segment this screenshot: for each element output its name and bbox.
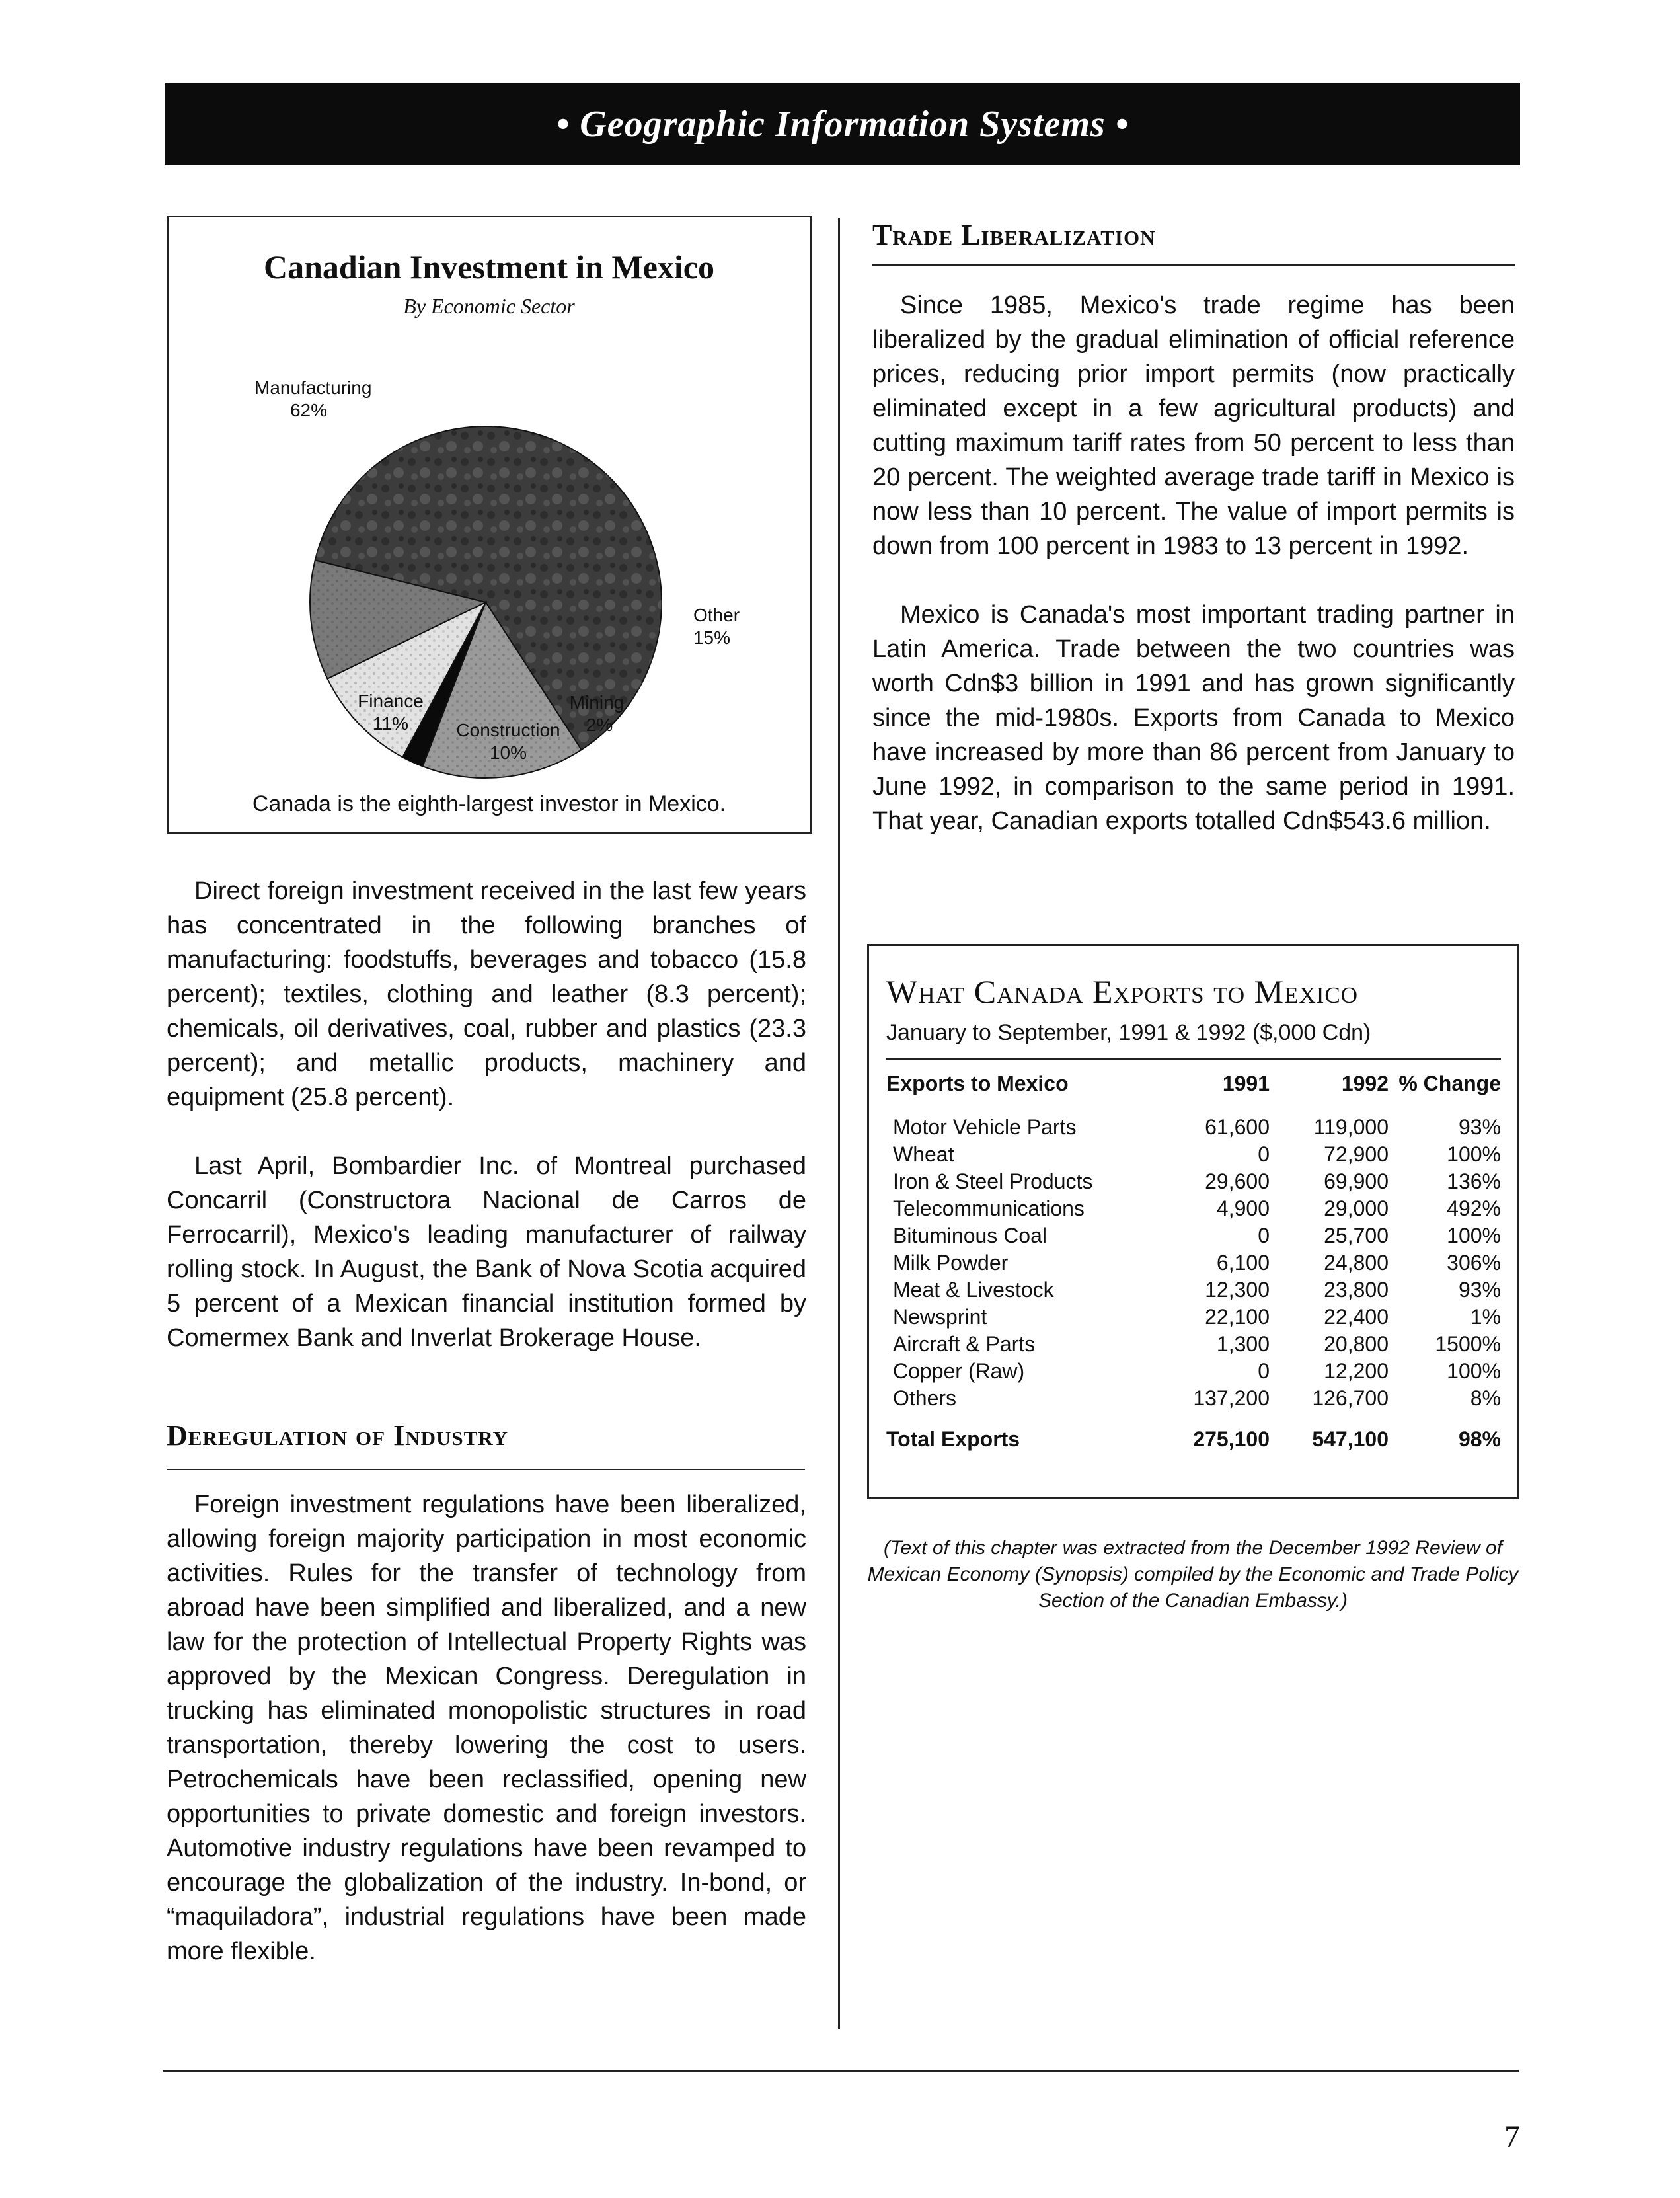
cell-item: Iron & Steel Products [893,1169,1093,1193]
cell-change: 100% [1447,1224,1501,1247]
cell-1991: 0 [1258,1142,1270,1166]
investment-chart-box [167,216,812,834]
label-other-name: Other [693,605,740,625]
source-note: (Text of this chapter was extracted from the December 1992 Review of Mexican Economy (Synopsis) compiled by the Economic and Trade Policy Section of the Canadian Embassy.) [867,1537,1519,1612]
cell-1991: 12,300 [1205,1278,1270,1302]
cell-1991: 6,100 [1216,1251,1270,1275]
cell-1991: 0 [1258,1224,1270,1247]
cell-1991: 29,600 [1205,1169,1270,1193]
cell-item: Meat & Livestock [893,1278,1054,1302]
header-1992: 1992 [1341,1072,1389,1095]
table-row [886,1222,1501,1249]
cell-1992: 20,800 [1324,1332,1389,1356]
heading-deregulation: Deregulation of Industry [167,1419,508,1452]
table-row [886,1358,1501,1385]
cell-item: Milk Powder [893,1251,1009,1275]
left-column-intro [167,874,806,1390]
cell-1992: 72,900 [1324,1142,1389,1166]
heading-rule-trade [872,264,1515,266]
cell-change: 100% [1447,1359,1501,1383]
table-row [886,1304,1501,1331]
label-manufacturing-pct: 62% [289,400,328,420]
cell-1992: 22,400 [1324,1305,1389,1329]
exports-table [886,1072,1501,1452]
paragraph-trading-partner: Mexico is Canada's most important trading partner in Latin America. Trade between the two countries was worth Cdn$3 billion in 1991 and has grown significantly since the mid-1980s. Exports from Canada to Mexico have increased by more than 86 percent from January to June 1992, in comparison to the same period in 1991. That year, Canadian exports totalled Cdn$543.6 million. [872,601,1515,835]
cell-1991: 1,300 [1216,1332,1270,1356]
cell-change: 492% [1447,1197,1501,1220]
cell-1991: 0 [1258,1359,1270,1383]
cell-change: 100% [1447,1142,1501,1166]
cell-1992: 126,700 [1312,1386,1389,1410]
table-row [886,1141,1501,1168]
exports-table-box [867,944,1519,1499]
chart-subtitle: By Economic Sector [403,294,575,318]
cell-1992: 69,900 [1324,1169,1389,1193]
paragraph-trade-regime: Since 1985, Mexico's trade regime has been liberalized by the gradual elimination of official reference prices, reducing prior import permits (now practically eliminated except in a few agricultural products) and cutting maximum tariff rates from 50 percent to less than 20 percent. The weighted average trade tariff in Mexico is now less than 10 percent. The value of import permits is down from 100 percent in 1983 to 13 percent in 1992. [872,292,1515,560]
chart-title: Canadian Investment in Mexico [264,249,714,286]
paragraph-deregulation: Foreign investment regulations have been liberalized, allowing foreign majority participation in most economic activities. Rules for the transfer of technology from abroad have been simplified and liberalized, and a new law for the protection of Intellectual Property Rights was approved by the Mexican Congress. Deregulation in trucking has eliminated monopolistic structures in road transportation, thereby lowering the cost to users. Petrochemicals have been reclassified, opening new opportunities to private domestic and foreign investors. Automotive industry regulations have been revamped to encourage the globalization of the industry. In-bond, or “maquiladora”, industrial regulations have been made more flexible. [167,1491,806,1965]
label-construction-name: Construction [456,720,560,740]
cell-item: Motor Vehicle Parts [893,1115,1077,1139]
total-change: 98% [1458,1427,1501,1451]
table-spacer [886,1105,1501,1114]
label-construction-pct: 10% [489,742,527,763]
exports-table-subtitle: January to September, 1991 & 1992 ($,000 Cdn) [886,1020,1371,1045]
exports-table-title: What Canada Exports to Mexico [886,973,1359,1010]
total-1991: 275,100 [1193,1427,1270,1451]
cell-item: Bituminous Coal [893,1224,1047,1247]
label-other-pct: 15% [693,627,731,648]
section-header-title: • Geographic Information Systems • [556,104,1129,145]
label-finance-pct: 11% [373,713,408,734]
cell-item: Copper (Raw) [893,1359,1025,1383]
heading-rule-deregulation [167,1469,805,1470]
table-row [886,1331,1501,1358]
cell-item: Aircraft & Parts [893,1332,1036,1356]
bottom-rule [163,2070,1519,2072]
table-total-row [886,1412,1501,1452]
label-finance-name: Finance [358,691,424,711]
table-row [886,1195,1501,1222]
cell-item: Newsprint [893,1305,987,1329]
cell-1992: 119,000 [1313,1115,1389,1139]
page-number: 7 [1504,2119,1520,2154]
header-exports-to-mexico: Exports to Mexico [886,1072,1069,1095]
label-manufacturing-name: Manufacturing [254,377,372,398]
label-mining-pct: 2% [586,715,613,735]
total-1992: 547,100 [1312,1427,1389,1451]
table-row [886,1114,1501,1141]
cell-change: 1% [1470,1305,1501,1329]
cell-1991: 137,200 [1193,1386,1270,1410]
table-row [886,1168,1501,1195]
cell-1992: 24,800 [1324,1251,1389,1275]
table-row [886,1249,1501,1276]
cell-1991: 22,100 [1205,1305,1270,1329]
pie-chart [169,217,810,786]
total-label: Total Exports [886,1427,1020,1451]
section-header-bar [165,83,1520,165]
cell-change: 93% [1458,1115,1501,1139]
header-percent-change: % Change [1398,1072,1501,1095]
cell-change: 1500% [1435,1332,1501,1356]
cell-change: 8% [1470,1386,1501,1410]
exports-table-rule [886,1058,1501,1060]
table-row [886,1276,1501,1304]
cell-1992: 25,700 [1324,1224,1389,1247]
cell-item: Telecommunications [893,1197,1085,1220]
cell-item: Others [893,1386,957,1410]
right-column-trade [872,288,1515,873]
chart-caption: Canada is the eighth-largest investor in Mexico. [252,791,726,816]
left-column-deregulation [167,1487,806,2003]
cell-1992: 29,000 [1324,1197,1389,1220]
paragraph-bombardier: Last April, Bombardier Inc. of Montreal purchased Concarril (Constructora Nacional de Carros de Ferrocarril), Mexico's leading manufacturer of railway rolling stock. In August, the Bank of Nova Scotia acquired 5 percent of a Mexican financial institution formed by Comermex Bank and Inverlat Brokerage House. [167,1152,806,1352]
cell-change: 93% [1458,1278,1501,1302]
column-divider [838,218,840,2029]
exports-table-header-row [886,1072,1501,1105]
cell-change: 306% [1447,1251,1501,1275]
cell-1992: 12,200 [1324,1359,1389,1383]
header-1991: 1991 [1222,1072,1270,1095]
cell-1991: 61,600 [1205,1115,1270,1139]
cell-1991: 4,900 [1216,1197,1270,1220]
cell-item: Wheat [893,1142,954,1166]
paragraph-foreign-investment: Direct foreign investment received in the last few years has concentrated in the following branches of manufacturing: foodstuffs, beverages and tobacco (15.8 percent); textiles, clothing and leather (8.3 percent); chemicals, oil derivatives, coal, rubber and plastics (23.3 percent); and metallic products, machinery and equipment (25.8 percent). [167,877,806,1111]
cell-change: 136% [1447,1169,1501,1193]
table-row [886,1385,1501,1412]
label-mining-name: Mining [569,692,625,713]
heading-trade-liberalization: Trade Liberalization [872,219,1156,251]
cell-1992: 23,800 [1324,1278,1389,1302]
